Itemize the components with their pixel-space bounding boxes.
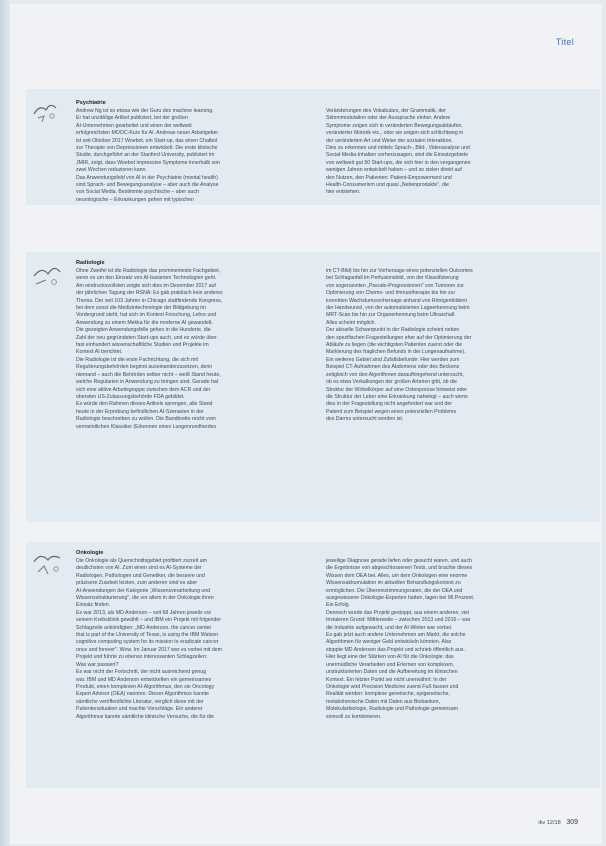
text-line: Er hat unzählige Artikel publiziert, bei der großen	[76, 115, 188, 122]
text-line: Es würde den Rahmen dieses Artikels sprengen, alle Stand	[76, 401, 213, 408]
text-line: Ein Erfolg.	[326, 602, 350, 609]
page-number: 309	[566, 819, 578, 826]
text-line: von weltweit gut 50 Start-ups, die sich hier in den vergangenen	[326, 159, 471, 166]
text-line: Es war 2013, als MD Anderson – seit 68 Jahren jeweils vor	[76, 609, 212, 616]
text-line: JMIR, zeigt, dass Woebot impressive Symptome innerhalb von	[76, 159, 221, 166]
text-line: ausgewiesene Onkologie-Experten hatten, lagen bei 96 Prozent.	[326, 595, 475, 602]
text-line: Andrew Ng ist so etwas wie der Guru des machine learning.	[76, 108, 214, 114]
text-line: sich eine aktive Arbeitsgruppe zwischen dem ACR und der	[76, 386, 211, 393]
text-line: Wissen dem OEA bei. Alles, um dem Onkologen eine enorme	[326, 572, 468, 579]
text-line: Symptome zeigen sich in veränderten Bewegungsabläufen,	[326, 122, 463, 129]
text-line: zur Therapie von Depressionen entwickelt. Die erste klinische	[76, 145, 218, 152]
text-line: welche Regularien in Anwendung zu bringen sind. Gerade hat	[76, 379, 219, 386]
text-line: vermeintlichen Klassiker (Erkennen eines Lungenrundherdes	[76, 423, 217, 430]
text-line: Regulierungsbehörden beginnt auseinanderzusetzen, denn	[76, 364, 213, 371]
text-line: Der aktuelle Schwerpunkt in der Radiologie scheint neben	[326, 327, 460, 334]
text-line: der Handwurzel, von der automatisierten Lageerkennung beim	[326, 305, 470, 312]
text-line: Markierung des fraglichen Befunds in der Lungenaufnahme).	[326, 349, 466, 356]
text-line: der jährlichen Tagung der RSNA: Es gab praktisch kein anderes	[76, 290, 223, 297]
text-line: metabolomische Daten mit Daten aus Biobanken,	[326, 698, 440, 705]
decorative-sketch-icon	[30, 548, 66, 578]
text-line: Studie, durchgeführt an der Stanford University, publiziert im	[76, 152, 215, 159]
text-line: Wissensstrukturierung", die vor allem in der Onkologie ihren	[76, 595, 214, 602]
text-line: von Social Media. Bestimmte psychische – aber auch	[76, 189, 199, 196]
text-line: cognitive computing system for its mission to eradicate cancer	[76, 639, 219, 646]
text-line: erfolgreichsten MOOC-Kurs für AI. Andreas neuer Arbeitgeber	[76, 130, 219, 137]
text-line: dies in der Fragestellung nicht angefordert war und der	[326, 401, 453, 408]
text-line: Was war passiert?	[76, 661, 119, 668]
text-line: Veränderungen des Vokabulars, der Grammatik, der	[326, 108, 446, 114]
text-line: Es gab jetzt auch andere Unternehmen am Markt, die solche	[326, 632, 466, 639]
text-line: zwei Wochen reduzieren kann.	[76, 167, 147, 174]
text-line: die Ergebnisse von abgeschlossenen Tests, und brachte dieses	[326, 565, 473, 572]
text-line: im CT-Bild) bis hin zur Vorhersage eines potenziellen Outcomes	[326, 268, 473, 274]
text-line: niemand – auch die Behörden selber nicht – weiß Stand heute,	[76, 371, 221, 378]
text-line: wenigen Jahren entwickelt haben – und so zielen direkt auf	[326, 167, 462, 174]
text-line: Hier liegt eine der Stärken von AI für die Onkologie: das	[326, 654, 454, 661]
document-page	[10, 4, 602, 844]
text-line: Onkologie wird Precision Medicine zuerst Fuß fassen und	[326, 683, 459, 690]
text-line: Algorithmen für weniger Geld entwickeln könnten. Also	[326, 639, 452, 646]
text-line: den spezifischen Fragestellungen eher auf der Optimierung der	[326, 334, 472, 341]
text-line: die Industrie aufgewacht, und der AI-Winter war vorbei.	[326, 624, 453, 631]
text-line: Alles scheint möglich.	[326, 319, 376, 326]
text-line: AI-Unternehmen gearbeitet und einen der weltweit	[76, 122, 192, 129]
text-line: präzisere Zuarbeit leisten, zum anderen sind es aber	[76, 580, 198, 587]
text-line: Die Radiologie ist die erste Fachrichtung, die sich mit	[76, 356, 198, 363]
text-line: Optimierung von Chemo- und Immuntherapie bis hin zur	[326, 290, 456, 297]
text-line: Social-Media-Inhalten vorherzusagen, sind die Einsatzgebiete	[326, 152, 469, 159]
text-line: heute in der Erprobung befindlichen AI-Szenarien in der	[76, 408, 204, 415]
text-line: Ohne Zweifel ist die Radiologie das prominenteste Fachgebiet,	[76, 268, 221, 274]
text-line: Expert Advisor (OEA) nannten. Dieser Algorithmus kannte	[76, 691, 209, 698]
text-line: Anwendung zu einem Mekka für die moderne AI gewandelt.	[76, 319, 213, 326]
text-line: trivialeren Grund: Mittlerweile – zwischen 2013 und 2016 – war	[326, 617, 471, 624]
text-line: Thema. Der seit 103 Jahren in Chicago stattfindende Kongress,	[76, 297, 223, 304]
text-line: AI-Anwendungen der Kategorie „Wissensverarbeitung und	[76, 587, 211, 594]
text-line: Radiologen, Pathologen und Genetiker, die bessere und	[76, 572, 205, 579]
text-line: ermöglichen. Die Übereinstimmungsraten, die der OEA und	[326, 587, 463, 594]
text-line: once and forever". Wow. Im Januar 2017 war es vorbei mit dem	[76, 646, 222, 653]
text-line: Beispiel CT-Aufnahmen des Abdomens oder des Beckens	[326, 364, 460, 371]
text-line: Radiologie beschreiben zu wollen. Die Bandbreite reicht vom	[76, 416, 216, 423]
text-line: sind Sprach- und Bewegungsanalyse – aber auch die Analyse	[76, 182, 219, 189]
section-column-right	[326, 558, 570, 784]
text-line: des Darms untersucht worden ist.	[326, 416, 404, 423]
section-column-right	[326, 268, 570, 522]
text-line: veränderter Motorik etc., oder sie zeigen sich schlichtweg in	[326, 130, 464, 137]
text-line: bei dem sonst die Medizintechnologie der Bildgebung im	[76, 305, 206, 312]
text-line: Die Onkologie als Querschnittsgebiet profitiert zurzeit am	[76, 558, 207, 564]
text-line: ist seit Oktober 2017 Woebot, ein Start-up, das einen Chatbot	[76, 137, 218, 144]
decorative-sketch-icon	[30, 260, 66, 290]
text-line: Projekt und führte zu ebenso interessanten Schlagzeilen:	[76, 654, 208, 661]
text-line: Kontext. Ein letzter Punkt sei nicht unerwähnt: In der	[326, 676, 447, 683]
text-line: Produkt, einen komplexen AI-Algorithmus, den sie Oncology	[76, 683, 215, 690]
text-line: Health-Consumerism und quasi „Nebenprodukte", die	[326, 182, 449, 189]
text-line: deutlichsten von AI. Zum einen sind es AI-Systeme der	[76, 565, 202, 572]
text-line: Es war nicht der Fortschritt, der nicht ausreichend genug	[76, 669, 207, 676]
issue-label: ikv 12/18	[538, 820, 561, 826]
text-line: Stimmmodulation oder der Aussprache einher. Andere	[326, 115, 451, 122]
text-line: Schlagzeile ankündigten: „MD Anderson, the cancer center	[76, 624, 212, 631]
text-line: Dies zu erkennen und mittels Sprach-, Bild-, Videoanalyse und	[326, 145, 470, 152]
text-line: unermüdliche Verarbeiten und Erlernen von komplexen,	[326, 661, 455, 668]
text-line: unstrukturierten Daten und die Aufbereitung im klinischen	[326, 669, 458, 676]
section-title: Radiologie	[76, 260, 105, 266]
section-title: Onkologie	[76, 550, 104, 556]
text-line: Vordergrund steht, hat sich im Kontext Forschung, Lehre und	[76, 312, 217, 319]
text-line: Zahl der neu gegründeten Start-ups auch, und es würde über	[76, 334, 217, 341]
text-line: Kontext AI berichtet.	[76, 349, 123, 356]
text-line: fast einhundert wissenschaftliche Studien und Projekte im	[76, 342, 209, 349]
text-line: die Struktur der Leber eine Erkrankung nahelegt – auch wenn	[326, 393, 468, 400]
section-column-left	[76, 558, 312, 784]
text-line: Molekularbiologie, Radiologie und Pathologie gemeinsam	[326, 706, 459, 713]
text-line: hier entstehen.	[326, 189, 361, 196]
text-line: stoppte MD Anderson das Projekt und schrieb öffentlich aus.	[326, 646, 465, 653]
text-line: war. IBM und MD Anderson entwickelten ein gemeinsames	[76, 676, 212, 683]
text-line: ob es etwa Verkalkungen der großen Arterien gibt, ob die	[326, 379, 457, 386]
text-line: Dennoch wurde das Projekt gestoppt, aus einem anderen, viel	[326, 609, 470, 616]
text-line: zeitgleich von den Algorithmen daraufhingehend untersucht,	[326, 371, 464, 378]
text-line: obersten US-Zulassungsbehörde FDA gebildet.	[76, 393, 185, 400]
text-line: sämtliche veröffentlichte Literatur, verglich diese mit der	[76, 698, 204, 705]
text-line: neurologische – Erkrankungen gehen mit typischen	[76, 196, 194, 203]
text-line: korrekten Wachstumsvorhersage anhand von Röntgenbildern	[326, 297, 468, 304]
text-line: Am eindrucksvollsten zeigte sich dies im Dezember 2017 auf	[76, 282, 216, 289]
text-line: bei Schlaganfall im Perfusionsbild, von der Klassifizierung	[326, 275, 459, 282]
text-line: Algorithmus kannte sämtliche klinische Versuche, die für die	[76, 713, 214, 720]
text-line: Patient zum Beispiel wegen eines potenziellen Problems	[326, 408, 457, 415]
text-line: seinem Krebsklinik gewählt – und IBM ein Projekt mit folgender	[76, 617, 222, 624]
text-line: that is part of the University of Texas, is using the IBM Watson	[76, 632, 219, 639]
section-column-right	[326, 108, 566, 204]
section-title: Psychiatrie	[76, 100, 106, 106]
text-line: Abläufe zu liegen (die wichtigsten Patienten zuerst oder die	[326, 342, 463, 349]
page-header-title: Titel	[555, 37, 574, 47]
text-line: den Nutzen, den Patienten: Patient-Empowerment und	[326, 174, 452, 181]
text-line: Wissensakkumulation im aktuellen Behandlungskontext zu	[326, 580, 461, 587]
section-column-left	[76, 268, 312, 522]
text-line: Ein weiteres Gebiet sind Zufallsbefunde: Hier werden zum	[326, 356, 460, 363]
text-line: wenn es um den Einsatz von AI-basierten Technologien geht.	[76, 275, 217, 282]
text-line: der veränderten Art und Weise der sozialen Interaktion.	[326, 137, 453, 144]
text-line: von sogenannten „Pseudo-Progressionen" von Tumoren zur	[326, 282, 464, 289]
text-line: Das Anwendungsfeld von AI in der Psychiatrie (mental health)	[76, 174, 218, 181]
section-column-left	[76, 108, 308, 204]
text-line: Realität werden: komplexe genetische, epigenetische,	[326, 691, 450, 698]
text-line: Einsatz finden.	[76, 602, 111, 609]
text-line: jeweilige Diagnose gerade liefen oder gesucht waren, und auch	[326, 558, 472, 564]
text-line: Patientensituation und machte Vorschläge. Ein anderer	[76, 706, 203, 713]
page-footer	[538, 819, 578, 826]
text-line: Struktur der Wirbelkörper auf eine Osteoporose hinweist oder	[326, 386, 467, 393]
text-line: sinnvoll zu kombinieren.	[326, 713, 382, 720]
decorative-sketch-icon	[30, 96, 66, 126]
text-line: Die gezeigten Anwendungsfelle gehen in die Hunderte, die	[76, 327, 211, 334]
text-line: MRT-Scan bis hin zur Organerkennung beim Ultraschall.	[326, 312, 456, 319]
